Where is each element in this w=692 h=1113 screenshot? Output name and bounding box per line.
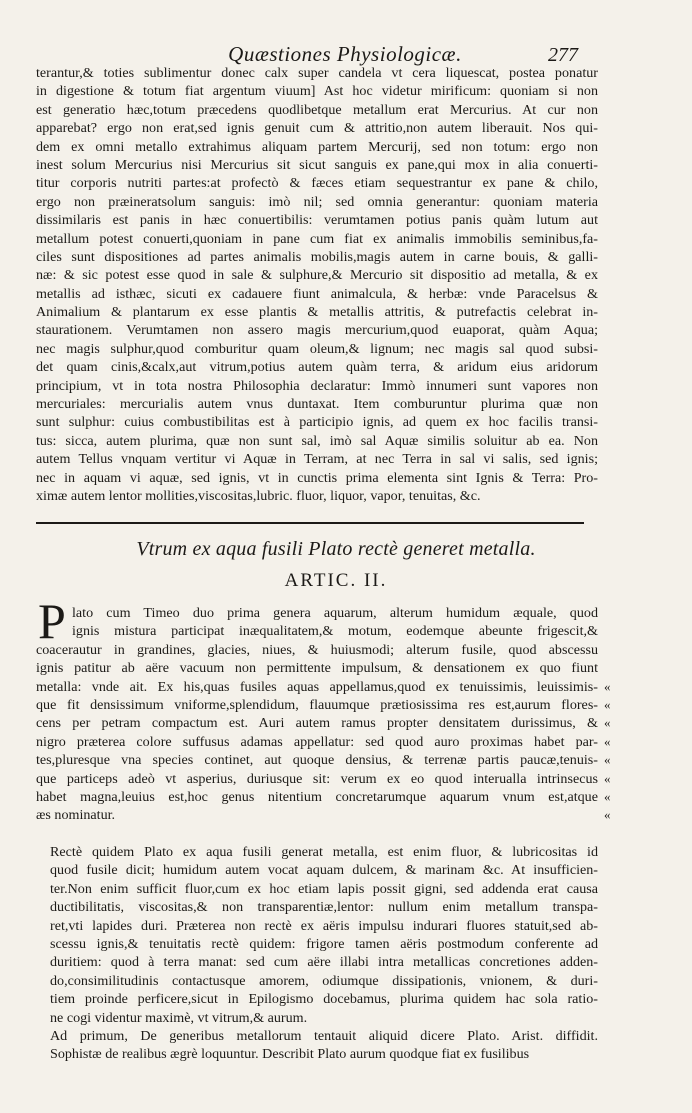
article-heading: ARTIC. II.	[284, 570, 388, 591]
text-line: duritiem: quod à terra manat: sed cum aëre illabi intra metallicas concretiones adden-	[50, 954, 598, 971]
text-line: æs nominatur.	[36, 807, 116, 824]
text-line: ciles sunt dispositiones ad partes animalis mobilis,magis autem in carne bouis, & galli-	[36, 248, 598, 265]
text-line: metallis ad isthæc, sicuti ex cadauere fiunt animalcula, & herbæ: vnde Paracelsus &	[36, 285, 598, 302]
paragraph-2	[50, 843, 598, 1027]
text-line: scessu ignis,& tenuitatis rectè quidem: frigore tamen aëris postmodum conferente ad	[50, 935, 598, 952]
text-line: nec in aquam vi aquæ, sed ignis, vt in cunctis prima elementa sint Ignis & Terra: Pro-	[36, 469, 598, 486]
text-line: dem ex omni metallo extrahimus aliquam partem Mercurij, sed non totum: ergo non	[36, 138, 598, 155]
quotation-mark: «	[604, 678, 611, 694]
section-title: Vtrum ex aqua fusili Plato rectè generet metalla.	[136, 538, 536, 560]
text-line: metallum potest conuerti,quoniam in pane cum fiat ex animalis immobilis seminibus,fa-	[36, 230, 598, 247]
text-line: dissimilaris est panis in hæc conuertibilis: verumtamen potius panis quàm lutum aut	[36, 212, 598, 229]
text-line: ignis patitur ab aëre vacuum non permittente impulsum, & densationem ex quo fiunt	[36, 660, 598, 677]
text-line: lato cum Timeo duo prima genera aquarum, alterum humidum æquale, quod	[72, 605, 598, 621]
quotation-mark: «	[604, 696, 611, 712]
text-line: tus: sicca, autem plurima, quæ non sunt sal, imò sal Aquæ similis soluitur ab ea. Non	[36, 432, 598, 449]
text-line: quod fusile dicit; humidum autem vocat aquam dulcem, & marinam &c. At insufficien-	[50, 862, 598, 879]
quotation-mark: «	[604, 807, 611, 823]
text-line: ne cogi videntur maximè, vt vitrum,& aurum.	[50, 1009, 308, 1026]
quotation-mark: «	[604, 788, 611, 804]
text-line: ximæ autem lentor mollities,viscositas,lubric. fluor, liquor, vapor, tenuitas, &c.	[36, 487, 481, 504]
paragraph-3	[50, 1027, 598, 1064]
text-line: Ad primum, De generibus metallorum tentauit aliquid dicere Plato. Arist. diffidit.	[50, 1028, 598, 1044]
text-line: autem Tellus vnquam vertitur vi Aquæ in Terram, at nec Terra in sal vi salis, sed ignis;	[36, 451, 598, 468]
quotation-mark: «	[604, 733, 611, 749]
quotation-mark: «	[604, 752, 611, 768]
text-line: titur corporis nutriti partes:at profectò & fæces etiam sequestrantur ex pane & chilo,	[36, 175, 598, 192]
text-line: metalla: vnde ait. Ex his,quas fusiles aquas appellamus,quod ex tenuissimis, leuissimis-	[36, 678, 598, 695]
text-line: næ: & sic potest esse quod in sale & sulphure,& Mercurio sit dispositio ad metalla, & ex	[36, 267, 598, 284]
drop-cap: P	[38, 593, 66, 649]
text-line: ret,vti lapides duri. Præterea non rectè ex aëris impulsu indurari fluores statuit,sed ab-	[50, 917, 598, 934]
text-line: apparebat? ergo non erat,sed ignis genuit cum & attritio,non autem liberauit. Nos qui-	[36, 120, 598, 137]
text-line: Animalium & plantarum ex esse plantis & metallis attritis, & putrefactis celebrat in-	[36, 304, 598, 321]
text-line: terantur,& toties sublimentur donec calx super candela vt cera liquescat, postea ponatur	[36, 65, 598, 81]
quotation-mark: «	[604, 715, 611, 731]
text-line: que fit densissimum vniforme,splendidum, flauumque prætiosissima res est,aurum flores-	[36, 696, 598, 713]
text-line: nec magis sulphur,quod comburitur quam oleum,& lignum; nec magis sal quod subsi-	[36, 340, 598, 357]
paragraph-1-opening	[72, 604, 598, 641]
text-line: que particeps adeò vt asperius, duriusque sit: verum ex eo quod interualla intrinsecus	[36, 770, 598, 787]
text-line: det quam cinis,&calx,aut vitrum,potius autem quàm terra, & aridum eius aridorum	[36, 359, 598, 376]
quotation-mark: «	[604, 770, 611, 786]
text-line: ter.Non enim sufficit fluor,cum ex hoc etiam lapis possit gigni, sed addenda erat causa	[50, 880, 598, 897]
text-line: tes,pluresque vna species continet, aut quoque densius, & terrenæ partis paucæ,tenuis-	[36, 752, 598, 769]
text-line: staurationem. Verumtamen non assero magis mercurium,quod euaporat, quàm Aqua;	[36, 322, 598, 339]
text-line: Rectè quidem Plato ex aqua fusili generat metalla, est enim fluor, & lubricositas id	[50, 844, 598, 860]
text-line: nigro præterea colore suffusus adamas appellatur: sed quod auro proximas habet par-	[36, 733, 598, 750]
running-title: Quæstiones Physiologicæ.	[228, 42, 462, 66]
text-line: coacerautur in grandines, glacies, niues, & huiusmodi; alterum fusile, quod abscessu	[36, 641, 598, 658]
text-line: inest solum Mercurius nisi Mercurius sit sicut sanguis ex pane,qui mox in alia conuerti-	[36, 156, 598, 173]
text-line: in digestione & totum fiat argentum viuum] Ast hoc videtur mirificum: quoniam si non	[36, 83, 598, 100]
text-line: ductibilitatis, viscositas,& non transparentiæ,lentor: nullum enim metallum transpa-	[50, 899, 598, 916]
paragraph-1-body	[36, 641, 598, 825]
text-line: mercuriales: mercurialis autem vnus duntaxat. Item comburuntur plurima quæ non	[36, 396, 598, 413]
text-line: ergo non præineratsolum sanguis: imò nil; sed omnia generantur: quoniam materia	[36, 193, 598, 210]
text-line: tiem proinde perficere,sicut in Epilogismo docebamus, plurima quidem hac sola ratio-	[50, 991, 598, 1008]
top-text-block	[36, 64, 598, 505]
text-line: do,consimilitudinis contactusque amorem, odiumque dissipationis, vnionem, & duri-	[50, 972, 598, 989]
quotation-marks-column	[604, 678, 634, 825]
text-line: principium, vt in tota nostra Philosophia declaratur: Immò innumeri sunt vapores non	[36, 377, 598, 394]
text-line: ignis mistura participat inæqualitatem,& motum, eodemque abeunte frigescit,&	[72, 623, 598, 640]
text-line: Sophistæ de realibus ægrè loquuntur. Describit Plato aurum quodque fiat ex fusilibus	[50, 1046, 530, 1063]
text-line: sunt sulphur: cuius combustibilitas est à participio ignis, ad quem ex hoc facilis transi-	[36, 414, 598, 431]
text-line: est generatio hæc,totum præcedens quodlibetque metallum erat Mercurius. At cur non	[36, 101, 598, 118]
text-line: cens per petram compactum est. Auri autem ramus propter densitatem durissimus, &	[36, 715, 598, 732]
page-number: 277	[548, 44, 578, 66]
section-divider	[36, 522, 584, 524]
text-line: habet magna,leuius est,hoc genus nitentium concretarumque aquarum vnum est,atque	[36, 788, 598, 805]
